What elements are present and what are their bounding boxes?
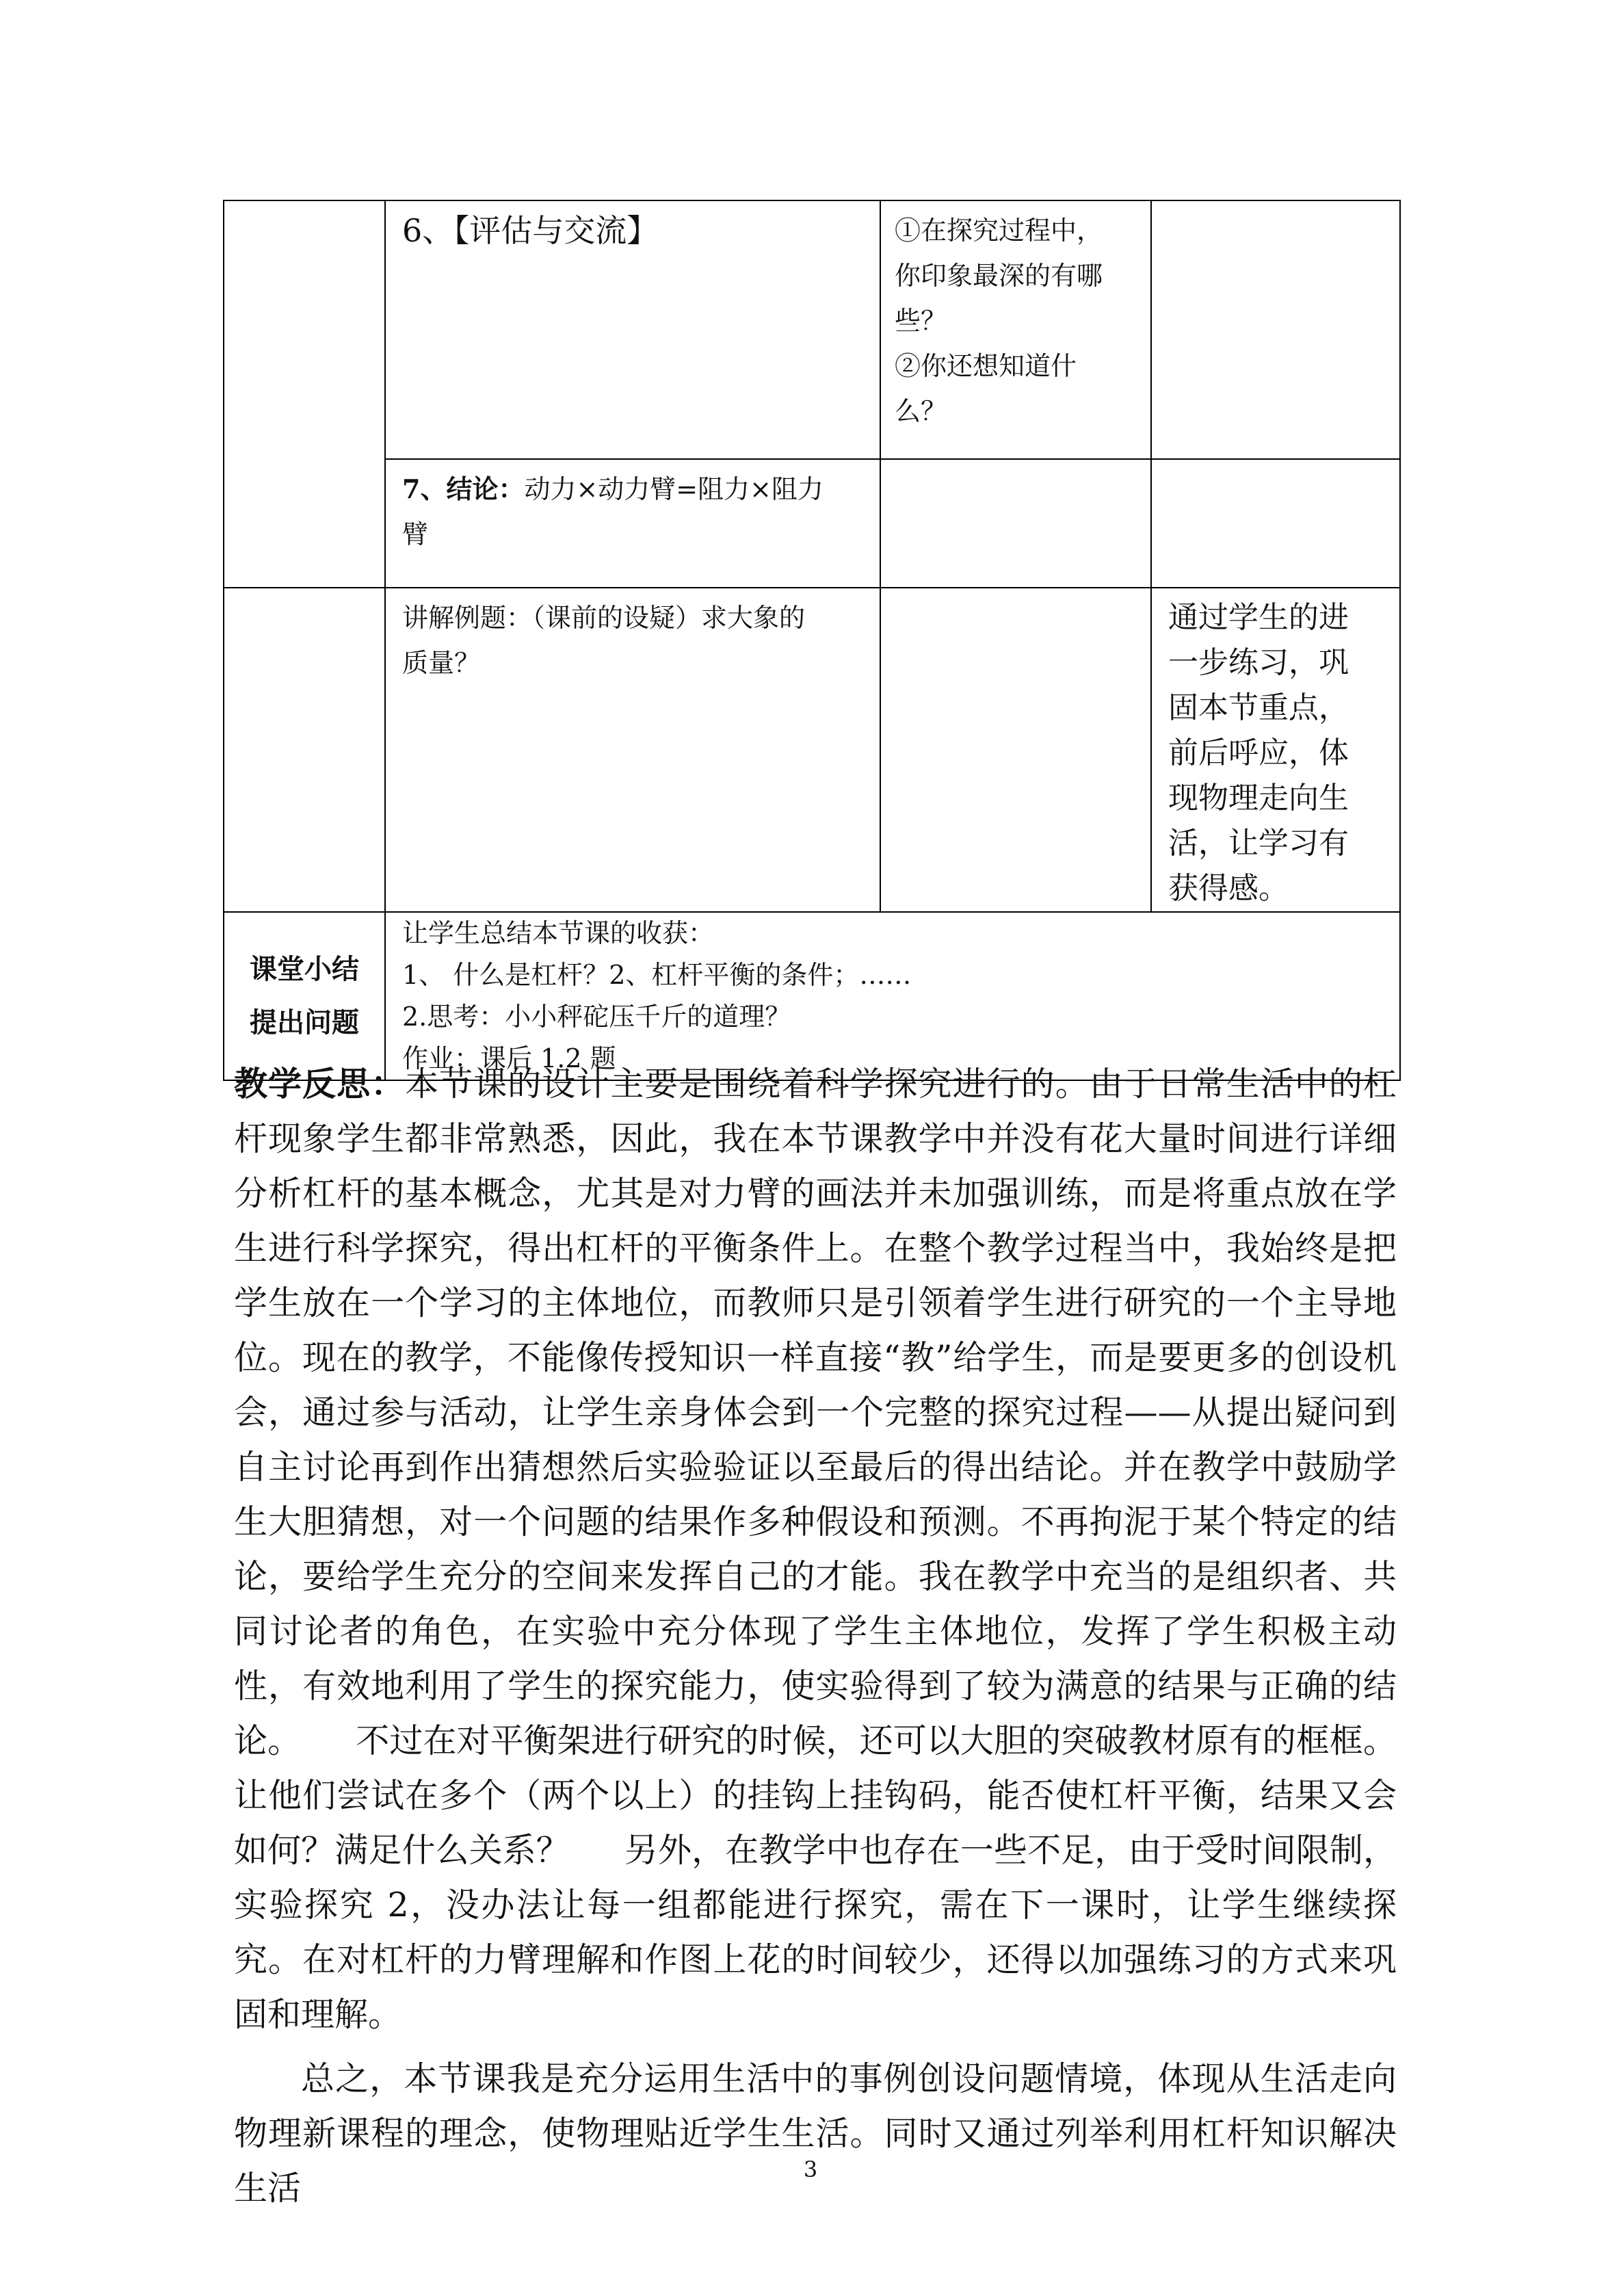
purpose-line: 活，让学习有 xyxy=(1168,826,1349,861)
page-number: 3 xyxy=(803,2156,818,2182)
table-cell-empty xyxy=(1151,459,1400,588)
table-cell-empty xyxy=(880,588,1151,912)
lesson-plan-table xyxy=(223,200,1401,1081)
table-cell-summary-label xyxy=(224,912,385,1080)
table-cell-empty xyxy=(880,459,1151,588)
table-cell-evaluate-questions xyxy=(880,200,1151,459)
reflection-text: 不过在对平衡架进行研究的时候，还可以大胆的突破教材原有的框框。让他们尝试在多个（两个以上）的挂钩上挂钩码，能否使杠杆平衡，结果又会如何？满足什么关系？ xyxy=(234,1721,1397,1870)
table-row-summary xyxy=(224,912,1400,1080)
table-row-example xyxy=(224,588,1400,912)
question-line: 么？ xyxy=(895,396,947,426)
summary-line: 1、 什么是杠杆？2、杠杆平衡的条件；…… xyxy=(402,960,912,990)
example-line: 讲解例题：（课前的设疑）求大象的 xyxy=(402,603,806,633)
conclusion-text: 动力×动力臂=阻力×阻力 xyxy=(524,474,823,504)
reflection-paragraph-summary: 总之，本节课我是充分运用生活中的事例创设问题情境，体现从生活走向物理新课程的理念，使物理贴近学生生活。同时又通过列举利用杠杆知识解决生活 xyxy=(234,2059,1397,2208)
example-line: 质量？ xyxy=(402,648,481,678)
purpose-line: 固本节重点， xyxy=(1168,690,1349,725)
purpose-line: 现物理走向生 xyxy=(1168,781,1349,816)
question-line: ②你还想知道什 xyxy=(895,351,1077,381)
table-cell-example xyxy=(385,588,880,912)
table-cell-empty-left xyxy=(224,588,385,912)
conclusion-text-cont: 臂 xyxy=(402,519,429,549)
table-cell-empty-left xyxy=(224,200,385,588)
question-line: 你印象最深的有哪 xyxy=(895,261,1103,291)
purpose-line: 获得感。 xyxy=(1168,871,1289,906)
purpose-line: 一步练习，巩 xyxy=(1168,645,1349,680)
conclusion-label: 7、结论： xyxy=(402,473,525,504)
reflection-paragraph xyxy=(234,1057,1397,2042)
question-line: ①在探究过程中， xyxy=(895,216,1103,246)
table-cell-summary xyxy=(385,912,1400,1080)
teaching-reflection xyxy=(234,1057,1397,2216)
table-cell-empty xyxy=(1151,200,1400,459)
reflection-text: 本节课的设计主要是围绕着科学探究进行的。由于日常生活中的杠杆现象学生都非常熟悉，因此，我在本节课教学中并没有花大量时间进行详细分析杠杆的基本概念，尤其是对力臂的画法并未加强训练，而是将重点放在学生进行科学探究，得出杠杆的平衡条件上。在整个教学过程当中，我始终是把学生放在一个学习的主体地位，而教师只是引领着学生进行研究的一个主导地位。现在的教学，不能像传授知识一样直接“教”给学生，而是要更多的创设机会，通过参与活动，让学生亲身体会到一个完整的探究过程——从提出疑问到自主讨论再到作出猜想然后实验验证以至最后的得出结论。并在教学中鼓励学生大胆猜想，对一个问题的结果作多种假设和预测。不再拘泥于某个特定的结论，要给学生充分的空间来发挥自己的才能。我在教学中充当的是组织者、共同讨论者的角色，在实验中充分体现了学生主体地位，发挥了学生积极主动性，有效地利用了学生的探究能力，使实验得到了较为满意的结果与正确的结论。 xyxy=(234,1065,1397,1760)
table-row-conclusion xyxy=(224,459,1400,588)
purpose-line: 通过学生的进 xyxy=(1168,600,1349,635)
summary-line: 2.思考：小小秤砣压千斤的道理？ xyxy=(402,1002,791,1032)
table-cell-conclusion xyxy=(385,459,880,588)
evaluate-step-label: 6、【评估与交流】 xyxy=(402,212,659,249)
reflection-text: 另外，在教学中也存在一些不足，由于受时间限制，实验探究 2，没办法让每一组都能进行探究，需在下一课时，让学生继续探究。在对杠杆的力臂理解和作图上花的时间较少，还得以加强练习的方式来巩固和理解。 xyxy=(234,1831,1397,2034)
summary-line: 让学生总结本节课的收获： xyxy=(402,918,715,948)
summary-label-line: 提出问题 xyxy=(250,1007,359,1039)
summary-label-line: 课堂小结 xyxy=(250,954,359,985)
question-line: 些？ xyxy=(895,306,947,336)
summary-line: 作业：课后 1.2 题 xyxy=(402,1043,616,1073)
table-cell-evaluate-step xyxy=(385,200,880,459)
table-row-evaluate xyxy=(224,200,1400,459)
reflection-heading: 教学反思： xyxy=(234,1065,406,1104)
purpose-line: 前后呼应，体 xyxy=(1168,735,1349,770)
table-cell-example-purpose xyxy=(1151,588,1400,912)
